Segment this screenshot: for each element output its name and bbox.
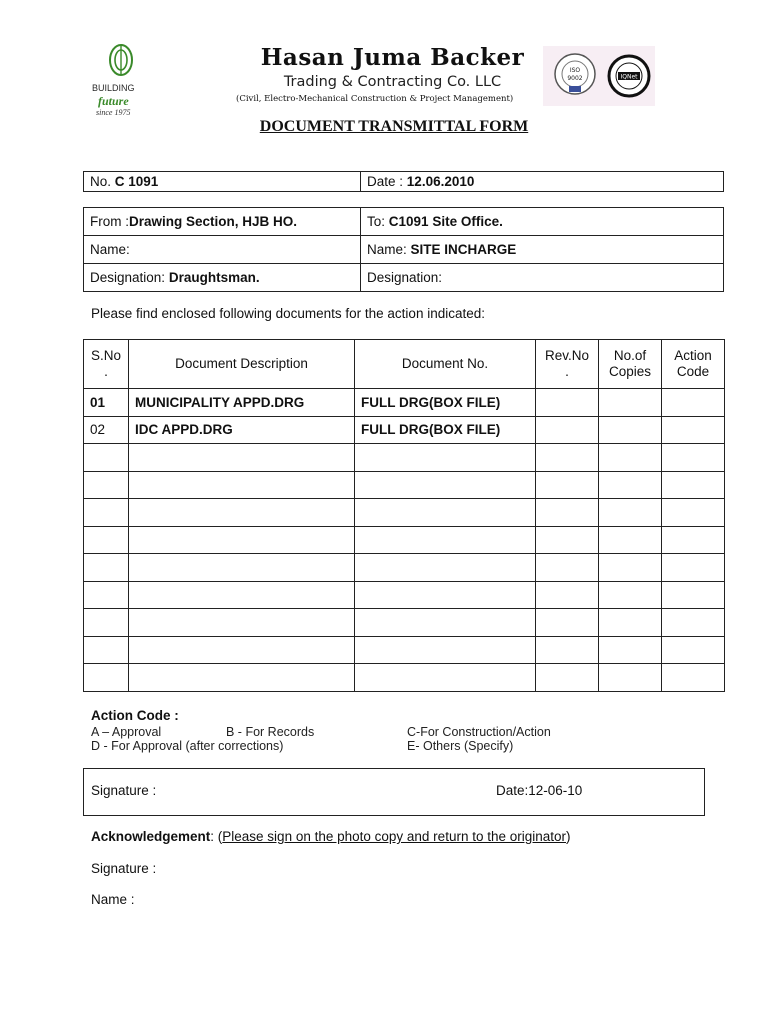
logo-building-text: BUILDING — [92, 83, 135, 93]
col-action-header — [662, 340, 725, 389]
col-action-header-line2: Code — [676, 364, 710, 379]
form-title: DOCUMENT TRANSMITTAL FORM — [259, 118, 529, 135]
cell-copies — [599, 554, 662, 582]
cell-action — [662, 389, 725, 417]
action-code-c: C-For Construction/Action — [407, 725, 551, 739]
designation-left-label: Designation: — [90, 270, 166, 285]
parties-table — [83, 207, 724, 292]
cell-copies — [599, 471, 662, 499]
col-action-header-line1: Action — [674, 348, 712, 363]
logo-since-text: since 1975 — [96, 108, 131, 117]
logo-future-text: future — [98, 94, 129, 108]
table-row — [84, 554, 725, 582]
col-description-header: Document Description — [129, 340, 355, 389]
reference-table — [83, 171, 724, 192]
cell-copies — [599, 664, 662, 692]
col-copies-header — [599, 340, 662, 389]
cell-copies — [599, 581, 662, 609]
cell-copies — [599, 416, 662, 444]
cell-sno: 01 — [84, 389, 129, 417]
table-row — [84, 664, 725, 692]
name-right-cell — [361, 236, 724, 264]
cell-rev — [536, 526, 599, 554]
action-code-a: A – Approval — [91, 725, 162, 739]
cell-action — [662, 526, 725, 554]
ref-date-value: 12.06.2010 — [406, 174, 475, 189]
cell-rev — [536, 609, 599, 637]
col-copies-header-line2: Copies — [608, 364, 652, 379]
action-code-e: E- Others (Specify) — [407, 739, 514, 753]
cell-rev — [536, 444, 599, 472]
iqnet-certification-icon — [607, 54, 651, 98]
cell-copies — [599, 389, 662, 417]
table-row — [84, 609, 725, 637]
to-value: C1091 Site Office. — [388, 214, 503, 229]
designation-left-value: Draughtsman. — [168, 270, 260, 285]
cell-copies — [599, 444, 662, 472]
cell-action — [662, 581, 725, 609]
col-rev-header — [536, 340, 599, 389]
ref-date-cell — [361, 172, 724, 192]
action-code-b: B - For Records — [226, 725, 315, 739]
cell-copies — [599, 636, 662, 664]
to-cell — [361, 208, 724, 236]
cell-docno — [355, 664, 536, 692]
cell-docno — [355, 471, 536, 499]
col-rev-header-line2: . — [565, 364, 569, 379]
svg-text:IQNet: IQNet — [620, 73, 638, 81]
name-left-label: Name: — [90, 242, 130, 257]
cell-docno — [355, 554, 536, 582]
acknowledgement-label: Acknowledgement — [91, 829, 211, 844]
acknowledgement-name-label: Name : — [91, 892, 135, 907]
cell-rev — [536, 389, 599, 417]
col-sno-header — [84, 340, 129, 389]
cell-description — [129, 609, 355, 637]
from-value: Drawing Section, HJB HO. — [129, 214, 298, 229]
table-row — [84, 581, 725, 609]
table-row — [84, 416, 725, 444]
cell-docno: FULL DRG(BOX FILE) — [355, 389, 536, 417]
documents-table — [83, 339, 725, 692]
cell-rev — [536, 471, 599, 499]
cell-action — [662, 471, 725, 499]
company-name: Hasan Juma Backer — [260, 44, 525, 71]
cell-sno — [84, 444, 129, 472]
cell-description — [129, 526, 355, 554]
cell-action — [662, 444, 725, 472]
cell-docno — [355, 609, 536, 637]
cell-action — [662, 609, 725, 637]
table-row — [84, 499, 725, 527]
ref-date-label: Date : — [367, 174, 404, 189]
acknowledgement-signature-label: Signature : — [91, 861, 157, 876]
cell-sno — [84, 636, 129, 664]
table-row — [84, 526, 725, 554]
col-sno-header-line2: . — [104, 364, 108, 379]
acknowledgement-line — [91, 829, 571, 844]
cell-rev — [536, 664, 599, 692]
ref-no-label: No. — [90, 174, 112, 189]
cell-rev — [536, 581, 599, 609]
cell-docno — [355, 499, 536, 527]
name-right-label: Name: — [367, 242, 407, 257]
cell-description — [129, 499, 355, 527]
cell-sno — [84, 526, 129, 554]
ref-no-cell — [84, 172, 361, 192]
intro-text: Please find enclosed following documents for the action indicated: — [91, 306, 485, 321]
cell-action — [662, 636, 725, 664]
svg-text:9002: 9002 — [567, 75, 583, 82]
certification-logos — [543, 46, 655, 106]
col-rev-header-line1: Rev.No — [544, 348, 589, 363]
cell-docno: FULL DRG(BOX FILE) — [355, 416, 536, 444]
signature-date: Date:12-06-10 — [496, 783, 583, 798]
acknowledgement-close: ) — [566, 829, 571, 844]
svg-text:ISO: ISO — [569, 67, 581, 74]
designation-right-label: Designation: — [367, 270, 443, 285]
cell-rev — [536, 636, 599, 664]
cell-sno — [84, 664, 129, 692]
table-row — [84, 471, 725, 499]
cell-sno — [84, 554, 129, 582]
col-sno-header-line1: S.No — [90, 348, 121, 363]
cell-description — [129, 471, 355, 499]
cell-docno — [355, 526, 536, 554]
cell-action — [662, 554, 725, 582]
company-logo — [92, 42, 152, 118]
company-tagline: (Civil, Electro-Mechanical Construction & Project Management) — [236, 94, 514, 104]
signature-box — [83, 768, 705, 816]
designation-left-cell — [84, 264, 361, 292]
cell-rev — [536, 499, 599, 527]
iso-certification-icon — [553, 52, 597, 96]
from-label: From : — [90, 214, 129, 229]
cell-copies — [599, 609, 662, 637]
hjb-logo-icon — [106, 42, 136, 82]
name-right-value: SITE INCHARGE — [410, 242, 517, 257]
acknowledgement-note: Please sign on the photo copy and return to the originator — [222, 829, 567, 844]
cell-action — [662, 499, 725, 527]
cell-description — [129, 581, 355, 609]
cell-sno — [84, 499, 129, 527]
name-left-cell — [84, 236, 361, 264]
table-row — [84, 636, 725, 664]
cell-copies — [599, 499, 662, 527]
cell-description — [129, 554, 355, 582]
company-subtitle: Trading & Contracting Co. LLC — [283, 74, 502, 90]
cell-action — [662, 416, 725, 444]
cell-sno — [84, 581, 129, 609]
cell-docno — [355, 581, 536, 609]
table-row — [84, 389, 725, 417]
cell-description: IDC APPD.DRG — [129, 416, 355, 444]
cell-copies — [599, 526, 662, 554]
cell-docno — [355, 444, 536, 472]
cell-sno — [84, 609, 129, 637]
cell-rev — [536, 554, 599, 582]
to-label: To: — [367, 214, 386, 229]
documents-header-row — [84, 340, 725, 389]
cell-description: MUNICIPALITY APPD.DRG — [129, 389, 355, 417]
signature-label: Signature : — [91, 783, 157, 798]
cell-description — [129, 664, 355, 692]
cell-rev — [536, 416, 599, 444]
action-code-title: Action Code : — [91, 708, 179, 723]
from-cell — [84, 208, 361, 236]
cell-description — [129, 444, 355, 472]
table-row — [84, 444, 725, 472]
col-docno-header: Document No. — [355, 340, 536, 389]
cell-sno: 02 — [84, 416, 129, 444]
action-code-d: D - For Approval (after corrections) — [91, 739, 284, 753]
col-copies-header-line1: No.of — [613, 348, 647, 363]
designation-right-cell — [361, 264, 724, 292]
cell-docno — [355, 636, 536, 664]
acknowledgement-sep: : ( — [210, 829, 223, 844]
ref-no-value: C 1091 — [114, 174, 159, 189]
cell-description — [129, 636, 355, 664]
cell-action — [662, 664, 725, 692]
cell-sno — [84, 471, 129, 499]
